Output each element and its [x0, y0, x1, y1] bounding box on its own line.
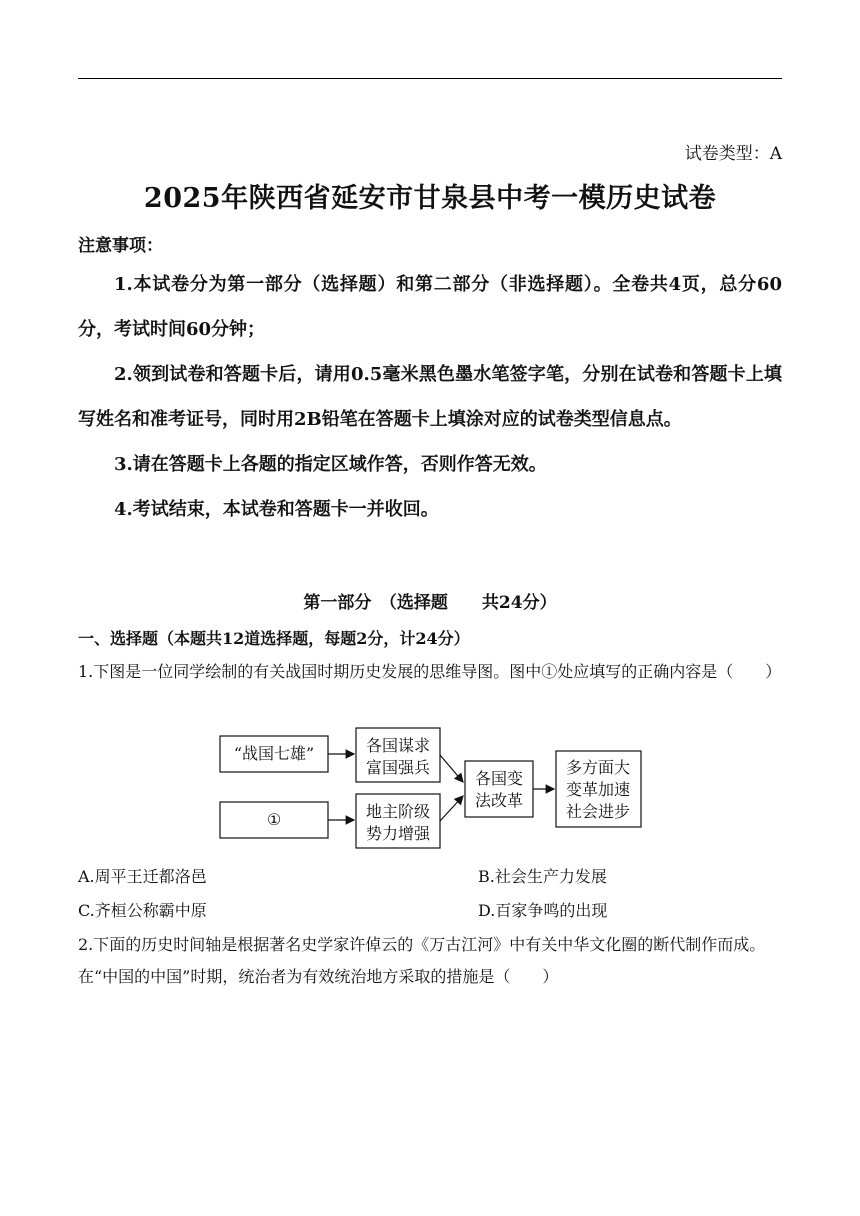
notice-list [78, 262, 782, 532]
box-social-progress-line2: 变革加速 [565, 780, 631, 799]
part-one-title: 第一部分 （选择题 共24分） [303, 593, 557, 613]
box-landlord-class-line1: 地主阶级 [365, 802, 431, 821]
notice-heading: 注意事项： [78, 236, 163, 256]
option-d[interactable]: D.百家争鸣的出现 [478, 901, 608, 920]
option-a[interactable]: A.周平王迁都洛邑 [78, 867, 207, 886]
option-c[interactable]: C.齐桓公称霸中原 [78, 901, 207, 920]
box-social-progress-line3: 社会进步 [565, 802, 631, 821]
header-rule [78, 78, 782, 79]
paper-type-label: 试卷类型：A [684, 144, 782, 164]
box-wealth-strength-line2: 富国强兵 [365, 758, 431, 777]
box-social-progress-line1: 多方面大 [565, 758, 631, 777]
box-reforms-line2: 法改革 [474, 791, 524, 810]
section-heading: 一、选择题（本题共12道选择题，每题2分，计24分） [78, 629, 470, 648]
arrow-4 [440, 796, 463, 821]
question-2-stem: 2.下面的历史时间轴是根据著名史学家许倬云的《万古江河》中有关中华文化圈的断代制作而成。在“中国的中国”时期，统治者为有效统治地方采取的措施是（ ） [78, 935, 766, 986]
mind-map-diagram [215, 724, 645, 852]
box-warring-states-text: “战国七雄” [233, 744, 315, 763]
question-1 [78, 656, 782, 688]
notice-item-1: 1.本试卷分为第一部分（选择题）和第二部分（非选择题）。全卷共4页，总分60分，考试时间60分钟； [78, 274, 782, 340]
box-wealth-strength-line1: 各国谋求 [365, 736, 431, 755]
option-b[interactable]: B.社会生产力发展 [478, 867, 607, 886]
question-1-stem: 1.下图是一位同学绘制的有关战国时期历史发展的思维导图。图中①处应填写的正确内容是（ ） [78, 662, 782, 681]
notice-item-3: 3.请在答题卡上各题的指定区域作答，否则作答无效。 [114, 454, 547, 475]
arrow-3 [440, 755, 463, 782]
notice-item-2: 2.领到试卷和答题卡后，请用0.5毫米黑色墨水笔签字笔，分别在试卷和答题卡上填写姓名和准考证号，同时用2B铅笔在答题卡上填涂对应的试卷类型信息点。 [78, 364, 782, 430]
box-landlord-class-line2: 势力增强 [365, 824, 431, 843]
exam-title: 2025年陕西省延安市甘泉县中考一模历史试卷 [143, 183, 717, 214]
box-blank-1-text: ① [266, 810, 282, 829]
notice-item-4: 4.考试结束，本试卷和答题卡一并收回。 [114, 499, 439, 520]
box-reforms-line1: 各国变 [474, 769, 524, 788]
question-2 [78, 929, 782, 993]
